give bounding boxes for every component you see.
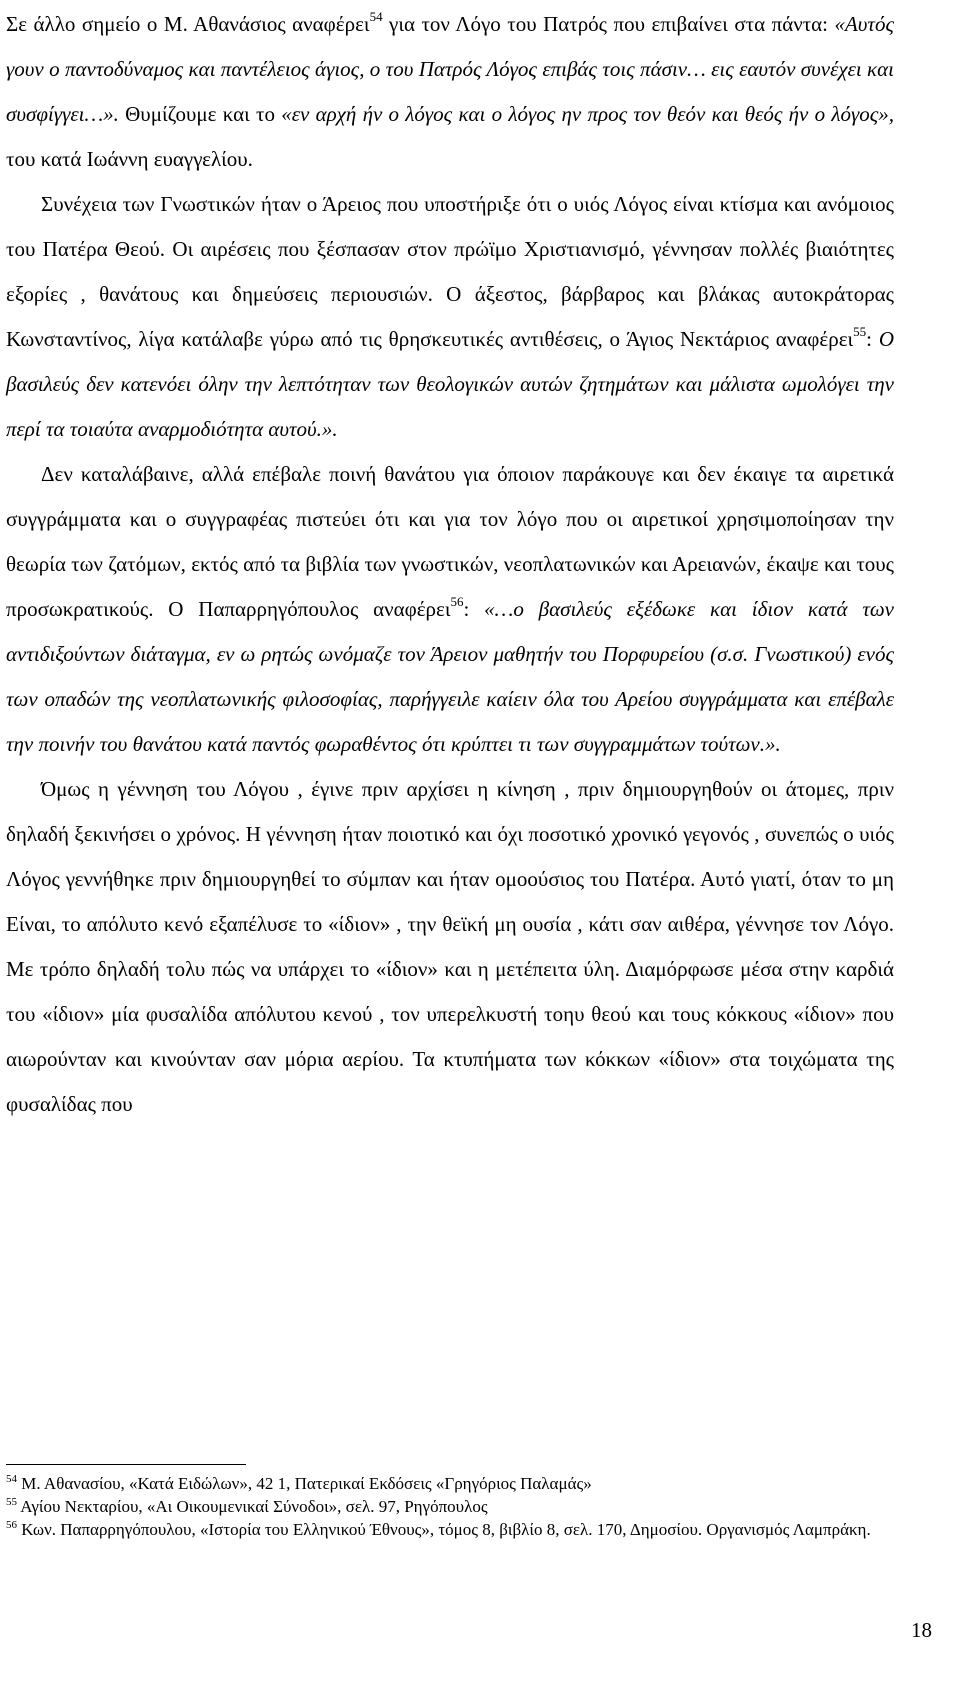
body-text-run: Θυμίζουμε και το xyxy=(118,102,282,126)
page-number: 18 xyxy=(911,1618,932,1642)
footnote-text: Κων. Παπαρρηγόπουλου, «Ιστορία του Ελληνικού Έθνους», τόμος 8, βιβλίο 8, σελ. 170, Δημοσίου. Οργανισμός Λαμπράκη. xyxy=(17,1520,871,1539)
body-text-run: Συνέχεια των Γνωστικών ήταν ο Άρειος που υποστήριξε ότι ο υιός Λόγος είναι κτίσμα και ανόμοιος του Πατέρα Θεού. Οι αιρέσεις που ξέσπασαν στον πρώϊμο Χριστιανισμό, γέννησαν πολλές βιαιότητες εξορίες , θανάτους και δημεύσεις περιουσιών. Ο άξεστος, βάρβαρος και βλάκας αυτοκράτορας Κωνσταντίνος, λίγα κατάλαβε γύρω από τις θρησκευτικές αντιθέσεις, ο Άγιος Νεκτάριος αναφέρει xyxy=(6,192,894,351)
footnotes xyxy=(6,1472,894,1541)
paragraph-p4 xyxy=(6,767,894,1127)
body-text-run: Σε άλλο σημείο ο Μ. Αθανάσιος αναφέρει xyxy=(6,12,370,36)
paragraph-p2 xyxy=(6,182,894,452)
quote-text: «Αυτός γουν ο παντοδύναμος και παντέλειος άγιος, ο του Πατρός Λόγος επιβάς τοις πάσιν… εις εαυτόν συνέχει και συσφίγγει…». xyxy=(6,12,894,126)
footnote-text: Αγίου Νεκταρίου, «Αι Οικουμενικαί Σύνοδοι», σελ. 97, Ρηγόπουλος xyxy=(17,1497,488,1516)
footnote-56 xyxy=(6,1518,894,1541)
body-text-run: Δεν καταλάβαινε, αλλά επέβαλε ποινή θανάτου για όποιον παράκουγε και δεν έκαιγε τα αιρετικά συγγράμματα και ο συγγραφέας πιστεύει ότι και για τον λόγο που οι αιρετικοί χρησιμοποίησαν την θεωρία των ζατόμων, εκτός από τα βιβλία των γνωστικών, νεοπλατωνικών και Αρειανών, έκαψε και τους προσωκρατικούς. Ο Παπαρρηγόπουλος αναφέρει xyxy=(6,462,894,621)
footnote-ref: 56 xyxy=(450,594,464,610)
quote-text: Ο βασιλεύς δεν κατενόει όλην την λεπτότηταν των θεολογικών αυτών ζητημάτων και μάλιστα ωμολόγει την περί τα τοιαύτα αναρμοδιότητα αυτού.». xyxy=(6,327,894,441)
footnote-ref: 54 xyxy=(369,9,383,25)
body-text-run: : xyxy=(866,327,879,351)
body-text-run: του κατά Ιωάννη ευαγγελίου. xyxy=(6,147,253,171)
body-text-run: Όμως η γέννηση του Λόγου , έγινε πριν αρχίσει η κίνηση , πριν δημιουργηθούν οι άτομες, πριν δηλαδή ξεκινήσει ο χρόνος. Η γέννηση ήταν ποιοτικό και όχι ποσοτικό χρονικό γεγονός , συνεπώς ο υιός Λόγος γεννήθηκε πριν δημιουργηθεί το σύμπαν και ήταν ομοούσιος του Πατέρα. Αυτό γιατί, όταν το μη Είναι, το απόλυτο κενό εξαπέλυσε το «ίδιον» , την θεϊκή μη ουσία , κάτι σαν αιθέρα, γέννησε τον Λόγο. Με τρόπο δηλαδή τολυ πώς να υπάρχει το «ίδιον» και η μετέπειτα ύλη. Διαμόρφωσε μέσα στην καρδιά του «ίδιον» μία φυσαλίδα απόλυτου κενού , τον υπερελκυστή τοηυ θεού και τους κόκκους «ίδιον» που αιωρούνταν και κινούνταν σαν μόρια αερίου. Τα κτυπήματα των κόκκων «ίδιον» στα τοιχώματα της φυσαλίδας που xyxy=(6,777,894,1116)
footnote-text: Μ. Αθανασίου, «Κατά Ειδώλων», 42 1, Πατερικαί Εκδόσεις «Γρηγόριος Παλαμάς» xyxy=(17,1474,592,1493)
footnote-number: 54 xyxy=(6,1473,17,1486)
footnote-number: 56 xyxy=(6,1519,17,1532)
quote-text: «εν αρχή ήν ο λόγος και ο λόγος ην προς τον θεόν και θεός ήν ο λόγος», xyxy=(281,102,894,126)
footnote-54 xyxy=(6,1472,894,1495)
footnote-number: 55 xyxy=(6,1496,17,1509)
footnote-separator xyxy=(6,1464,246,1465)
paragraph-p3 xyxy=(6,452,894,767)
footnote-ref: 55 xyxy=(853,324,867,340)
paragraph-p1 xyxy=(6,2,894,182)
body-text-run: : xyxy=(463,597,485,621)
body-text xyxy=(6,2,894,1127)
body-text-run: για τον Λόγο του Πατρός που επιβαίνει στα πάντα: xyxy=(382,12,835,36)
footnote-55 xyxy=(6,1495,894,1518)
quote-text: «…ο βασιλεύς εξέδωκε και ίδιον κατά των αντιδιξούντων διάταγμα, εν ω ρητώς ωνόμαζε τον Άρειον μαθητήν του Πορφυρείου (σ.σ. Γνωστικού) ενός των οπαδών της νεοπλατωνικής φιλοσοφίας, παρήγγειλε καίειν όλα του Αρείου συγγράμματα και επέβαλε την ποινήν του θανάτου κατά παντός φωραθέντος ότι κρύπτει τι των συγγραμμάτων τούτων.». xyxy=(6,597,894,756)
